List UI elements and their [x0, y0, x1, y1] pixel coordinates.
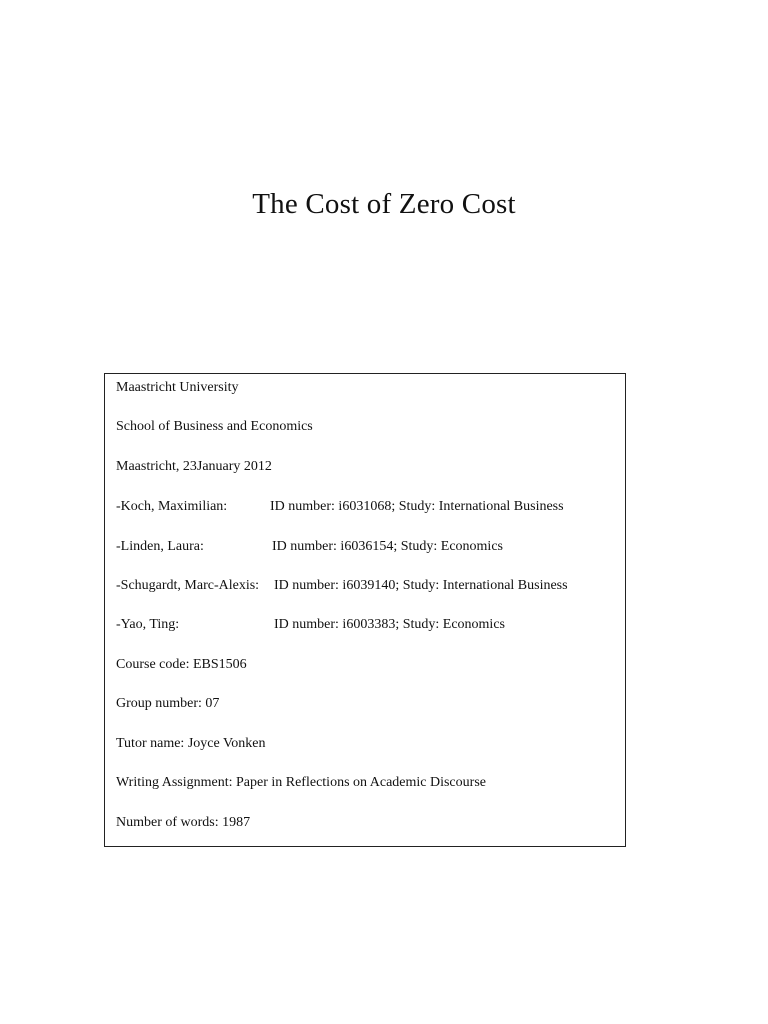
student-details: ID number: i6036154; Study: Economics [272, 539, 503, 554]
student-details: ID number: i6039140; Study: International Business [274, 578, 568, 593]
student-name: -Yao, Ting: [116, 617, 180, 632]
place-date-line: Maastricht, 23January 2012 [116, 459, 272, 474]
student-name: -Schugardt, Marc-Alexis: [116, 578, 260, 593]
student-name: -Koch, Maximilian: [116, 499, 228, 514]
course-code-line: Course code: EBS1506 [116, 657, 247, 672]
assignment-line: Writing Assignment: Paper in Reflections on Academic Discourse [116, 775, 486, 790]
university-line: Maastricht University [116, 380, 239, 395]
student-name: -Linden, Laura: [116, 539, 204, 554]
group-number-line: Group number: 07 [116, 696, 220, 711]
title-page-info-box [104, 373, 626, 847]
document-title: The Cost of Zero Cost [252, 188, 516, 220]
school-line: School of Business and Economics [116, 419, 313, 434]
student-details: ID number: i6031068; Study: International Business [270, 499, 564, 514]
student-details: ID number: i6003383; Study: Economics [274, 617, 505, 632]
word-count-line: Number of words: 1987 [116, 815, 251, 830]
tutor-line: Tutor name: Joyce Vonken [116, 736, 266, 751]
